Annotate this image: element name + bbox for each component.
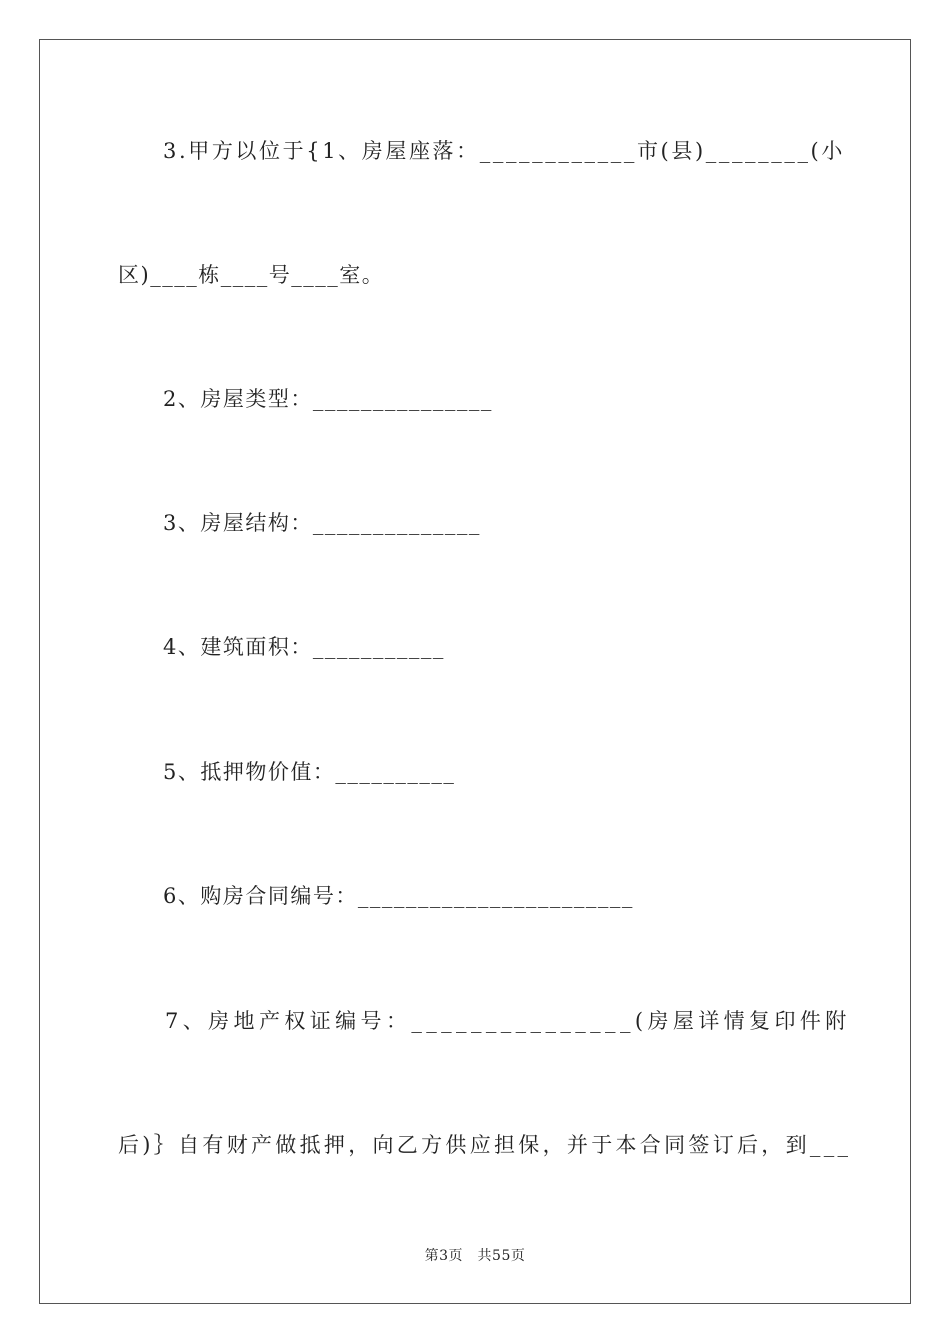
house-type-line: 2、房屋类型：_______________ [163,387,493,411]
building-area-line: 4、建筑面积：___________ [163,635,445,659]
purchase-contract-number-line: 6、购房合同编号：_______________________ [163,884,634,908]
collateral-value-line: 5、抵押物价值：__________ [163,760,456,784]
house-structure-line: 3、房屋结构：______________ [163,511,481,535]
page-footer: 第3页 共55页 [424,1248,526,1264]
property-certificate-number-line: 7、房地产权证编号：_______________(房屋详情复印件附 [165,1009,851,1033]
page-frame [39,39,911,1304]
guarantee-clause-line: 后)｝自有财产做抵押，向乙方供应担保，并于本合同签订后，到___ [118,1133,852,1157]
clause-3-location-line-cont: 区)____栋____号____室。 [118,263,385,287]
clause-3-location-line: 3.甲方以位于{1、房屋座落：____________市(县)________(小 [163,139,845,163]
